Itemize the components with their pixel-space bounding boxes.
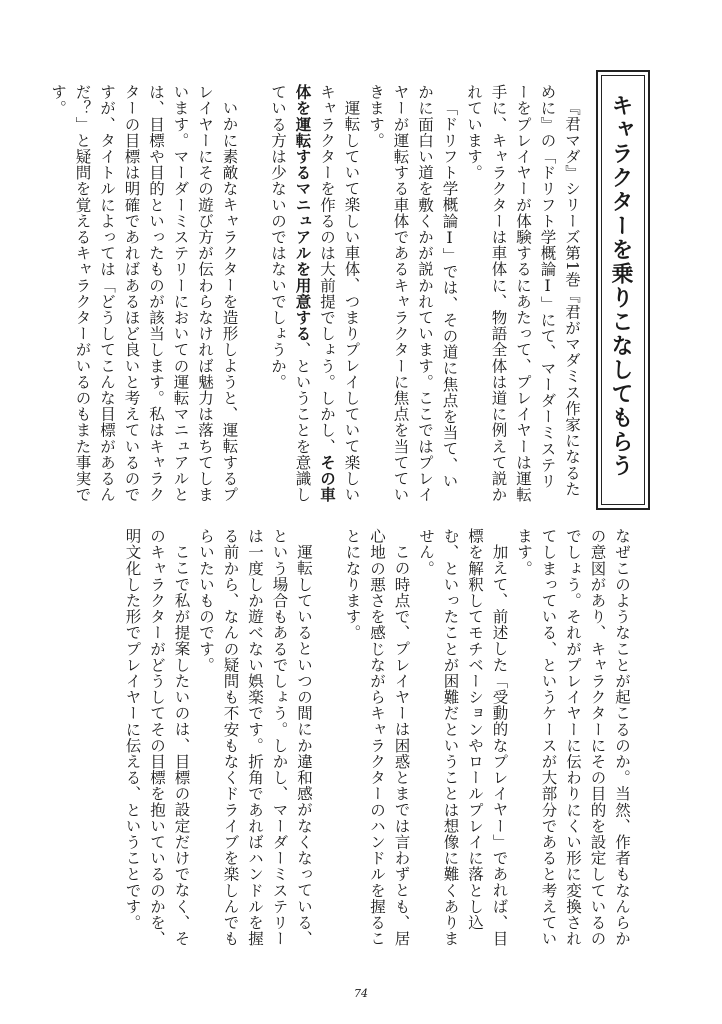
paragraph: 『君マダ』シリーズ第1巻『君がマダミス作家になるために』の「ドリフト学概論Ⅰ」にて、マーダーミステリーをプレイヤーが体験するにあたって、プレイヤーは運転手に、キャラクターは車体に、物語全体は道に例えて説かれています。 — [465, 84, 581, 503]
paragraph: いかに素敵なキャラクターを造形しようと、運転するプレイヤーにその遊び方が伝わらなければ魅力は落ちてしまいます。マーダーミステリーにおいての運転マニュアルとは、目標や目的といったものが該当します。私はキャラクターの目標は明確であればあるほど良いと考えているのですが、タイトルによっては「どうしてこんな目標があるんだ？」と疑問を覚えるキャラクターがいるのもまた事実です。 — [49, 84, 239, 503]
paragraph: 運転しているといつの間にか違和感がなくなっている、という場合もあるでしょう。しかし、マーダーミステリーは一度しか遊べない娯楽です。折角であればハンドルを握る前から、なんの疑問も不安もなくドライブを楽しんでもらいたいものです。 — [197, 528, 313, 947]
paragraph: ここで私が提案したいのは、目標の設定だけでなく、そのキャラクターがどうしてその目標を抱いているのかを、明文化した形でプレイヤーに伝える、ということです。 — [123, 528, 191, 947]
upper-text-block — [49, 84, 584, 504]
paragraph: この時点で、プレイヤーは困惑とまでは言わずとも、居心地の悪さを感じながらキャラクターのハンドルを握ることになります。 — [343, 528, 411, 947]
paragraph: 加えて、前述した「受動的なプレイヤー」であれば、目標を解釈してモチベーションやロールプレイに落とし込む、といったことが困難だということは想像に難くありません。 — [417, 528, 509, 947]
page-number: 74 — [354, 987, 368, 1000]
paragraph — [266, 84, 364, 504]
chapter-title-box — [596, 70, 650, 510]
chapter-title: キャラクターを乗りこなしてもらう — [608, 94, 634, 478]
text-run: 運転していて楽しい車体、つまりプレイしていて楽しいキャラクターを作るのは大前提でしょう。しかし、 — [318, 84, 361, 502]
paragraph: 「ドリフト学概論Ⅰ」では、その道に焦点を当て、いかに面白い道を敷くかが説かれています。ここではプレイヤーが運転する車体であるキャラクターに焦点を当てていきます。 — [367, 84, 459, 503]
text-run: 、ということを意識している方は少ないのではないでしょうか。 — [269, 84, 312, 503]
paragraph: なぜこのようなことが起こるのか。当然、作者もなんらかの意図があり、キャラクターにその目的を設定しているのでしょう。それがプレイヤーに伝わりにくい形に変換されてしまっている、というケースが大部分であると考えています。 — [515, 528, 631, 947]
lower-text-block — [114, 528, 634, 958]
emphasis-text: その車体を運転するマニュアルを用意する — [293, 84, 337, 503]
